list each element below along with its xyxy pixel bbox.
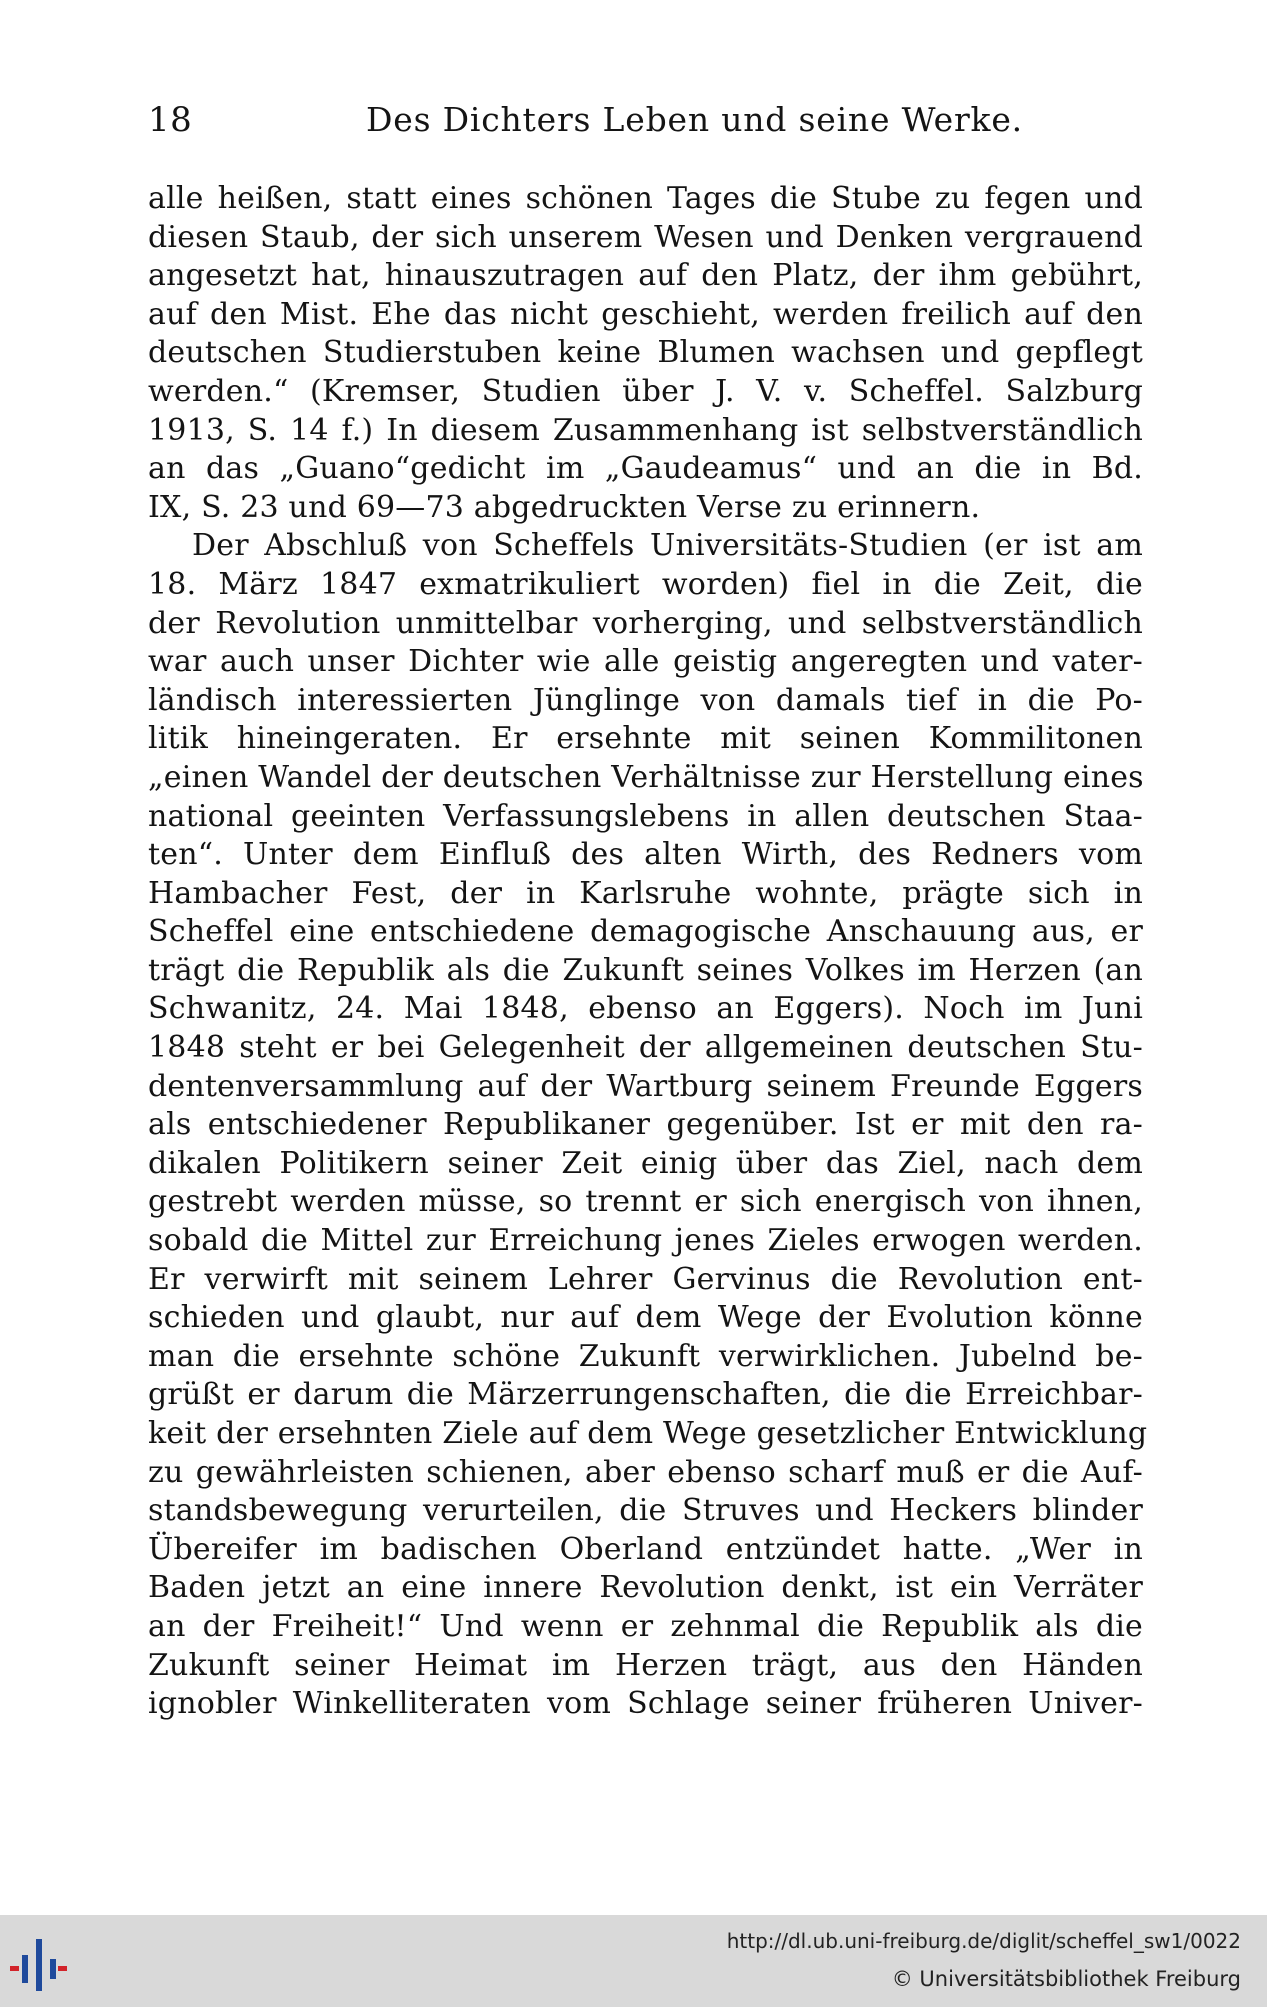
text-line: diesen Staub, der sich unserem Wesen und Denken vergrauend xyxy=(148,219,1143,255)
text-line: Übereifer im badischen Oberland entzündet hatte. „Wer in xyxy=(148,1531,1143,1567)
text-line: war auch unser Dichter wie alle geistig angeregten und vater- xyxy=(148,644,1143,680)
running-title: Des Dichters Leben und seine Werke. xyxy=(366,100,1023,139)
footer-bar xyxy=(0,1915,1267,2007)
text-line: litik hineingeraten. Er ersehnte mit seinen Kommilitonen xyxy=(148,721,1143,757)
page-number: 18 xyxy=(148,100,193,140)
text-line: grüßt er darum die Märzerrungenschaften, die die Erreichbar- xyxy=(148,1377,1143,1413)
text-line: Der Abschluß von Scheffels Universitäts-Studien (er ist am xyxy=(192,528,1143,564)
text-line: dentenversammlung auf der Wartburg seinem Freunde Eggers xyxy=(148,1068,1143,1104)
text-line: werden.“ (Kremser, Studien über J. V. v. Scheffel. Salzburg xyxy=(148,373,1143,409)
text-line: ignobler Winkelliteraten vom Schlage seiner früheren Univer- xyxy=(148,1686,1143,1722)
text-line: deutschen Studierstuben keine Blumen wachsen und gepflegt xyxy=(148,335,1143,371)
text-line: als entschiedener Republikaner gegenüber. Ist er mit den ra- xyxy=(148,1107,1143,1143)
text-line: ländisch interessierten Jünglinge von damals tief in die Po- xyxy=(148,682,1143,718)
text-line: der Revolution unmittelbar vorherging, und selbstverständlich xyxy=(148,605,1143,641)
text-line: an der Freiheit!“ Und wenn er zehnmal die Republik als die xyxy=(148,1608,1143,1644)
text-line: national geeinten Verfassungslebens in allen deutschen Staa- xyxy=(148,798,1143,834)
logo-bar-right xyxy=(50,1959,56,1979)
ub-freiburg-logo-icon xyxy=(8,1933,72,1997)
copyright-notice: © Universitätsbibliothek Freiburg xyxy=(891,1967,1241,1991)
text-line: auf den Mist. Ehe das nicht geschieht, werden freilich auf den xyxy=(148,296,1143,332)
page-header xyxy=(148,96,1143,146)
text-line: Scheffel eine entschiedene demagogische Anschauung aus, er xyxy=(148,914,1143,950)
text-line: dikalen Politikern seiner Zeit einig über das Ziel, nach dem xyxy=(148,1145,1143,1181)
text-line: an das „Guano“gedicht im „Gaudeamus“ und an die in Bd. xyxy=(148,451,1143,487)
logo-dash-left xyxy=(10,1966,19,1971)
text-line: alle heißen, statt eines schönen Tages die Stube zu fegen und xyxy=(148,181,1143,216)
text-line: trägt die Republik als die Zukunft seines Volkes im Herzen (an xyxy=(148,952,1143,988)
text-line: Hambacher Fest, der in Karlsruhe wohnte, prägte sich in xyxy=(148,875,1143,911)
text-line: standsbewegung verurteilen, die Struves und Heckers blinder xyxy=(148,1493,1143,1529)
permalink-url[interactable]: http://dl.ub.uni-freiburg.de/diglit/scheffel_sw1/0022 xyxy=(726,1929,1241,1953)
text-line: ten“. Unter dem Einfluß des alten Wirth, des Redners vom xyxy=(148,837,1143,873)
text-line: 1848 steht er bei Gelegenheit der allgemeinen deutschen Stu- xyxy=(148,1030,1143,1066)
text-line: sobald die Mittel zur Erreichung jenes Zieles erwogen werden. xyxy=(148,1223,1143,1259)
text-line: Zukunft seiner Heimat im Herzen trägt, aus den Händen xyxy=(148,1647,1143,1683)
text-line: 18. März 1847 exmatrikuliert worden) fiel in die Zeit, die xyxy=(148,566,1143,602)
text-line: zu gewährleisten schienen, aber ebenso scharf muß er die Auf- xyxy=(148,1454,1143,1490)
text-line: IX, S. 23 und 69—73 abgedruckten Verse zu erinnern. xyxy=(148,489,981,525)
body-text xyxy=(148,180,1148,1724)
text-line: 1913, S. 14 f.) In diesem Zusammenhang ist selbstverständlich xyxy=(148,412,1143,448)
logo-dash-right xyxy=(58,1966,67,1971)
text-line: gestrebt werden müsse, so trennt er sich energisch von ihnen, xyxy=(148,1184,1143,1220)
logo-bar-center xyxy=(36,1939,42,1991)
text-line: Baden jetzt an eine innere Revolution denkt, ist ein Verräter xyxy=(148,1570,1143,1606)
text-line: Er verwirft mit seinem Lehrer Gervinus die Revolution ent- xyxy=(148,1261,1143,1297)
text-line: angesetzt hat, hinauszutragen auf den Platz, der ihm gebührt, xyxy=(148,258,1143,294)
text-line: „einen Wandel der deutschen Verhältnisse zur Herstellung eines xyxy=(148,759,1144,795)
text-line: man die ersehnte schöne Zukunft verwirklichen. Jubelnd be- xyxy=(148,1338,1143,1374)
logo-bar-left xyxy=(22,1955,28,1983)
text-line: schieden und glaubt, nur auf dem Wege der Evolution könne xyxy=(148,1300,1143,1336)
text-line: Schwanitz, 24. Mai 1848, ebenso an Eggers). Noch im Juni xyxy=(148,991,1143,1027)
text-line: keit der ersehnten Ziele auf dem Wege gesetzlicher Entwicklung xyxy=(148,1416,1148,1451)
